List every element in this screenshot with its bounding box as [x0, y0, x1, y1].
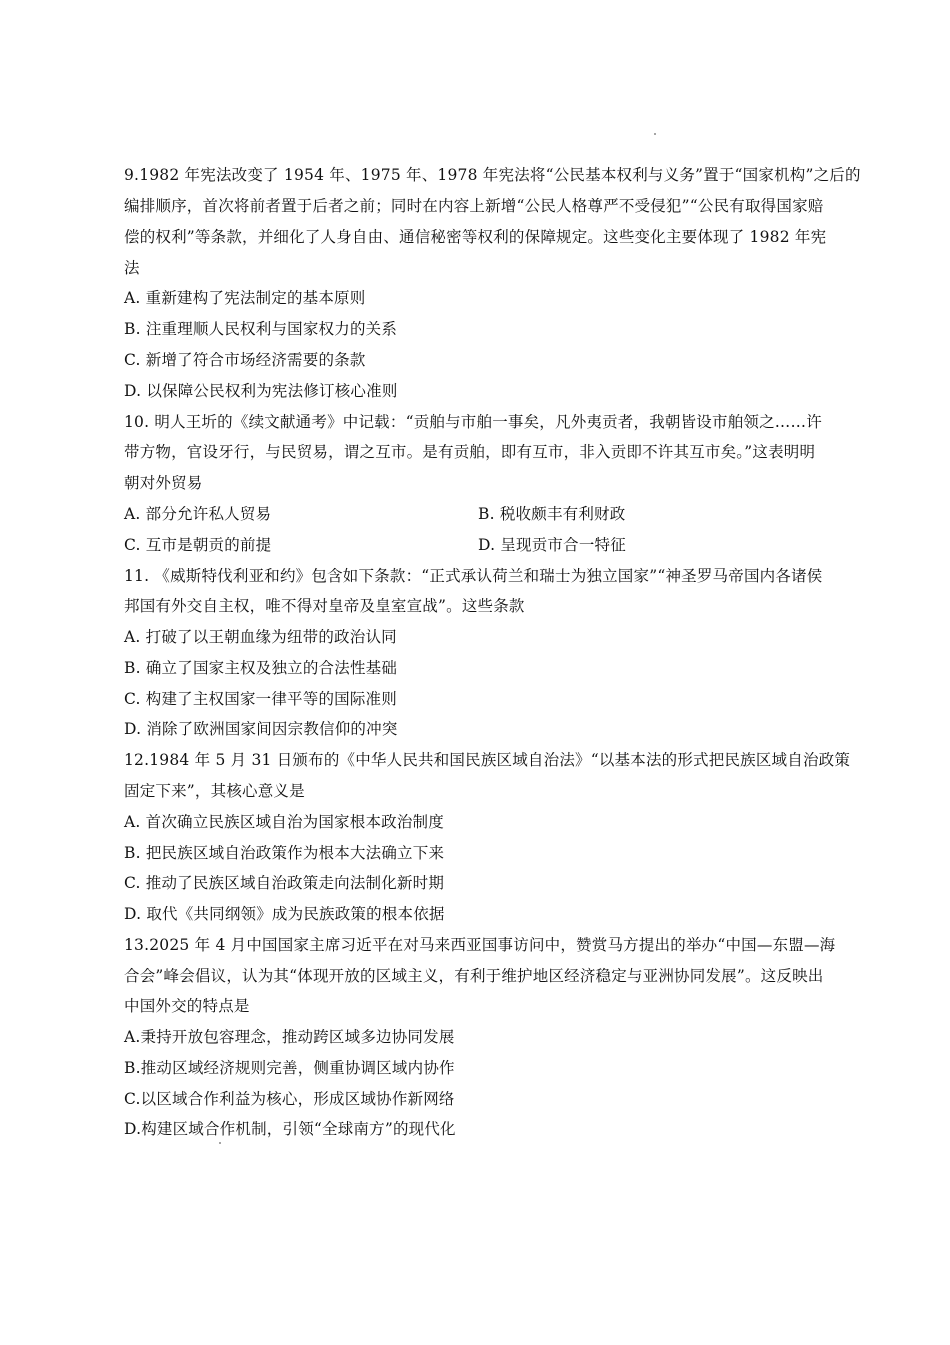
option-b: B. 确立了国家主权及独立的合法性基础 [124, 659, 398, 677]
question-stem-line: 9.1982 年宪法改变了 1954 年、1975 年、1978 年宪法将“公民基本权利与义务”置于“国家机构”之后的 [124, 166, 861, 184]
option-a: A.秉持开放包容理念，推动跨区域多边协同发展 [124, 1028, 455, 1046]
option-c: C. 构建了主权国家一律平等的国际准则 [124, 690, 397, 708]
scan-dot [219, 1142, 221, 1144]
question-stem-line: 固定下来”，其核心意义是 [124, 782, 305, 800]
option-b: B. 税收颇丰有利财政 [478, 505, 626, 523]
scan-dot [654, 133, 656, 135]
option-c: C.以区域合作利益为核心，形成区域协作新网络 [124, 1090, 455, 1108]
question-stem-line: 带方物，官设牙行，与民贸易，谓之互市。是有贡舶，即有互市，非入贡即不许其互市矣。”这表明明 [124, 443, 816, 461]
option-c: C. 新增了符合市场经济需要的条款 [124, 351, 366, 369]
question-stem-line: 法 [124, 259, 140, 277]
question-stem-line: 邦国有外交自主权，唯不得对皇帝及皇室宣战”。这些条款 [124, 597, 525, 615]
question-stem-line: 13.2025 年 4 月中国国家主席习近平在对马来西亚国事访问中，赞赏马方提出的举办“中国—东盟—海 [124, 936, 836, 954]
option-b: B. 注重理顺人民权利与国家权力的关系 [124, 320, 398, 338]
option-d: D. 取代《共同纲领》成为民族政策的根本依据 [124, 905, 445, 923]
option-a: A. 首次确立民族区域自治为国家根本政治制度 [124, 813, 444, 831]
option-c: C. 互市是朝贡的前提 [124, 536, 272, 554]
option-d: D. 呈现贡市合一特征 [478, 536, 626, 554]
option-d: D. 以保障公民权利为宪法修订核心准则 [124, 382, 398, 400]
option-d: D. 消除了欧洲国家间因宗教信仰的冲突 [124, 720, 398, 738]
question-stem-line: 合会”峰会倡议，认为其“体现开放的区域主义，有利于维护地区经济稳定与亚洲协同发展”。这反映出 [124, 967, 824, 985]
question-stem-line: 12.1984 年 5 月 31 日颁布的《中华人民共和国民族区域自治法》“以基本法的形式把民族区域自治政策 [124, 751, 851, 769]
question-stem-line: 11. 《威斯特伐利亚和约》包含如下条款：“正式承认荷兰和瑞士为独立国家”“神圣罗马帝国内各诸侯 [124, 567, 823, 585]
option-a: A. 重新建构了宪法制定的基本原则 [124, 289, 366, 307]
option-a: A. 打破了以王朝血缘为纽带的政治认同 [124, 628, 397, 646]
option-b: B. 把民族区域自治政策作为根本大法确立下来 [124, 844, 445, 862]
option-a: A. 部分允许私人贸易 [124, 505, 272, 523]
option-c: C. 推动了民族区域自治政策走向法制化新时期 [124, 874, 445, 892]
question-stem-line: 编排顺序，首次将前者置于后者之前；同时在内容上新增“公民人格尊严不受侵犯”“公民有取得国家赔 [124, 197, 824, 215]
option-b: B.推动区域经济规则完善，侧重协调区域内协作 [124, 1059, 455, 1077]
question-stem-line: 10. 明人王圻的《续文献通考》中记载：“贡舶与市舶一事矣，凡外夷贡者，我朝皆设市舶领之……许 [124, 413, 822, 431]
question-stem-line: 朝对外贸易 [124, 474, 203, 492]
question-stem-line: 中国外交的特点是 [124, 997, 250, 1015]
option-d: D.构建区域合作机制，引领“全球南方”的现代化 [124, 1120, 456, 1138]
question-stem-line: 偿的权利”等条款，并细化了人身自由、通信秘密等权利的保障规定。这些变化主要体现了 1982 年宪 [124, 228, 827, 246]
